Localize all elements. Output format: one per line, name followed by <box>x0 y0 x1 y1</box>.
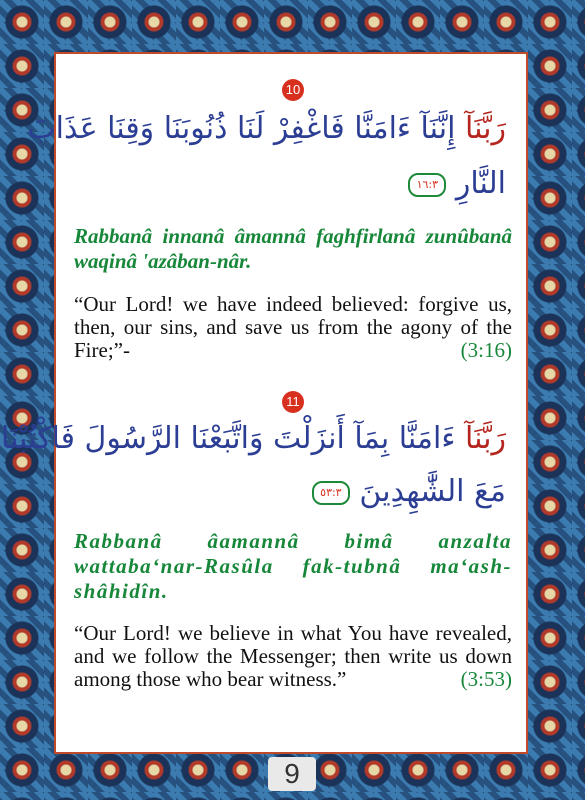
arabic-text: مَعَ الشَّٰهِدِينَ <box>359 474 506 509</box>
verse-reference: (3:16) <box>460 338 512 362</box>
arabic-rabbana: رَبَّنَآ <box>464 111 506 146</box>
translation-text: “Our Lord! we believe in what You have revealed, and we follow the Messenger; then write us down among those who bear witness.” <box>74 621 512 691</box>
arabic-text: ءَامَنَّا بِمَآ أَنزَلْتَ وَاتَّبَعْنَا الرَّسُولَ فَاكْتُبْنَا <box>0 421 465 456</box>
arabic-verse-line-2 <box>404 164 506 204</box>
translation <box>74 293 512 362</box>
arabic-verse-line <box>1 419 506 459</box>
arabic-rabbana: رَبَّنَآ <box>464 421 506 456</box>
verse-reference: (3:53) <box>460 667 512 691</box>
dua-number-badge: 10 <box>282 79 304 101</box>
arabic-verse-line <box>27 109 506 149</box>
dua-number-badge: 11 <box>282 391 304 413</box>
ayah-end-marker-icon: ٥٣:٣ <box>312 481 350 505</box>
arabic-text: إِنَّنَآ ءَامَنَّا فَاغْفِرْ لَنَا ذُنُوبَنَا وَقِنَا عَذَابَ <box>27 111 465 146</box>
transliteration: Rabbanâ âamannâ bimâ anzalta wattaba‘nar-Rasûla fak-tubnâ ma‘ash-shâhidîn. <box>74 529 512 603</box>
arabic-verse-line-2 <box>308 472 506 512</box>
transliteration: Rabbanâ innanâ âmannâ faghfirlanâ zunûbanâ waqinâ 'azâban-nâr. <box>74 224 512 273</box>
translation-text: “Our Lord! we have indeed believed: forgive us, then, our sins, and save us from the agony of the Fire;”- <box>74 292 512 362</box>
arabic-text: النَّارِ <box>455 166 506 201</box>
page-number: 9 <box>268 757 316 791</box>
translation <box>74 622 512 691</box>
ayah-end-marker-icon: ١٦:٣ <box>408 173 446 197</box>
dua-card <box>0 52 528 754</box>
